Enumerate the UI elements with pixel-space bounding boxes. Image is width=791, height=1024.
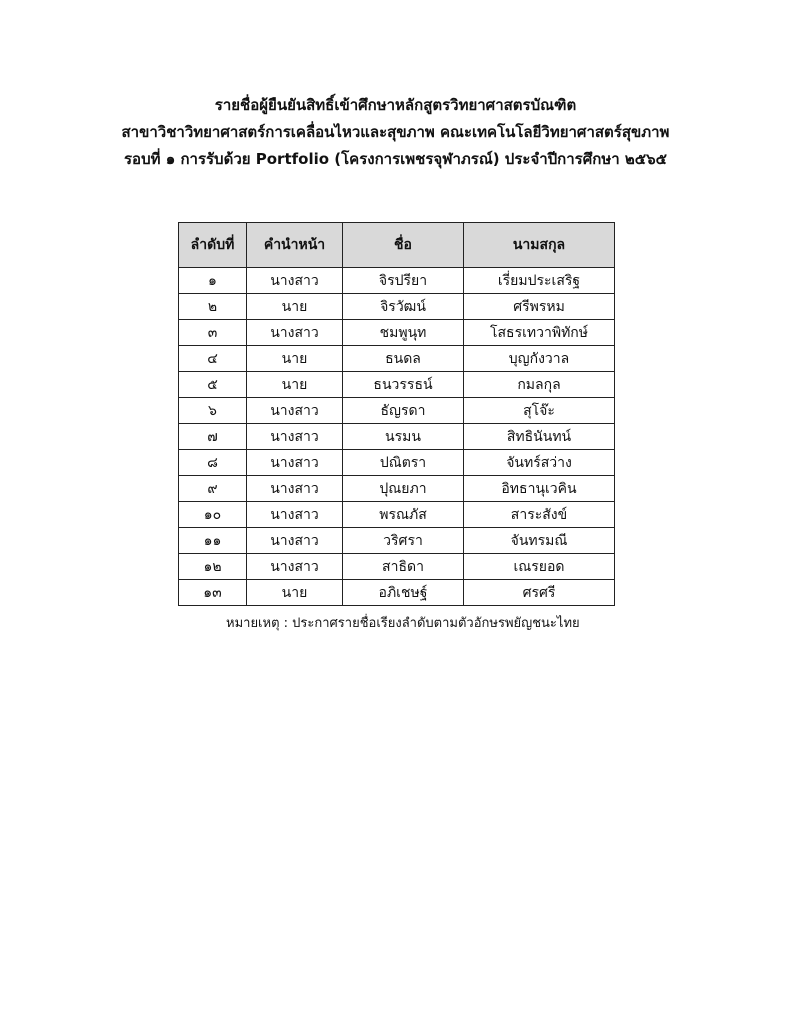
cell-first-name: ธนวรรธน์ — [343, 372, 464, 398]
cell-first-name: จิรวัฒน์ — [343, 294, 464, 320]
cell-last-name: กมลกุล — [464, 372, 615, 398]
title-line-1: รายชื่อผู้ยืนยันสิทธิ์เข้าศึกษาหลักสูตรวิทยาศาสตรบัณฑิต — [214, 96, 577, 114]
cell-last-name: บุญกังวาล — [464, 346, 615, 372]
cell-order: ๓ — [179, 320, 247, 346]
table-row — [179, 450, 615, 476]
cell-order: ๔ — [179, 346, 247, 372]
table-row — [179, 346, 615, 372]
title-line-3: รอบที่ ๑ การรับด้วย Portfolio (โครงการเพชรจุฬาภรณ์) ประจำปีการศึกษา ๒๕๖๕ — [124, 150, 667, 168]
cell-prefix: นางสาว — [247, 424, 343, 450]
table-row — [179, 268, 615, 294]
table-row — [179, 294, 615, 320]
cell-last-name: สุโจ๊ะ — [464, 398, 615, 424]
cell-prefix: นาย — [247, 580, 343, 606]
cell-first-name: อภิเชษฐ์ — [343, 580, 464, 606]
cell-order: ๖ — [179, 398, 247, 424]
table-header-row — [179, 223, 615, 268]
cell-first-name: ธัญรดา — [343, 398, 464, 424]
cell-prefix: นางสาว — [247, 398, 343, 424]
cell-first-name: พรณภัส — [343, 502, 464, 528]
header-order: ลำดับที่ — [179, 223, 247, 268]
cell-last-name: เรี่ยมประเสริฐ — [464, 268, 615, 294]
header-first-name: ชื่อ — [343, 223, 464, 268]
cell-order: ๑๒ — [179, 554, 247, 580]
cell-prefix: นางสาว — [247, 320, 343, 346]
cell-prefix: นางสาว — [247, 528, 343, 554]
cell-last-name: สิทธินันทน์ — [464, 424, 615, 450]
cell-order: ๑ — [179, 268, 247, 294]
footnote: หมายเหตุ : ประกาศรายชื่อเรียงลำดับตามตัวอักษรพยัญชนะไทย — [226, 616, 580, 631]
cell-prefix: นางสาว — [247, 502, 343, 528]
table-row — [179, 398, 615, 424]
cell-prefix: นางสาว — [247, 268, 343, 294]
cell-last-name: จันทรมณี — [464, 528, 615, 554]
table-row — [179, 476, 615, 502]
cell-first-name: ปณิตรา — [343, 450, 464, 476]
cell-prefix: นางสาว — [247, 554, 343, 580]
cell-prefix: นาย — [247, 372, 343, 398]
title-line-2: สาขาวิชาวิทยาศาสตร์การเคลื่อนไหวและสุขภาพ คณะเทคโนโลยีวิทยาศาสตร์สุขภาพ — [121, 123, 670, 141]
cell-prefix: นางสาว — [247, 476, 343, 502]
table-row — [179, 580, 615, 606]
confirmed-names-table — [178, 222, 615, 606]
cell-first-name: จิรปรียา — [343, 268, 464, 294]
cell-order: ๑๑ — [179, 528, 247, 554]
cell-first-name: สาธิดา — [343, 554, 464, 580]
header-prefix: คำนำหน้า — [247, 223, 343, 268]
cell-prefix: นาย — [247, 346, 343, 372]
table-row — [179, 528, 615, 554]
cell-order: ๗ — [179, 424, 247, 450]
table-row — [179, 502, 615, 528]
header-last-name: นามสกุล — [464, 223, 615, 268]
cell-first-name: นรมน — [343, 424, 464, 450]
table-row — [179, 320, 615, 346]
cell-prefix: นางสาว — [247, 450, 343, 476]
cell-prefix: นาย — [247, 294, 343, 320]
cell-order: ๑๓ — [179, 580, 247, 606]
cell-first-name: ปุณยภา — [343, 476, 464, 502]
table-row — [179, 372, 615, 398]
cell-order: ๘ — [179, 450, 247, 476]
cell-order: ๒ — [179, 294, 247, 320]
cell-last-name: ศรีพรหม — [464, 294, 615, 320]
cell-last-name: โสธรเทวาพิทักษ์ — [464, 320, 615, 346]
cell-first-name: ชมพูนุท — [343, 320, 464, 346]
cell-last-name: อิทธานุเวคิน — [464, 476, 615, 502]
cell-first-name: ธนดล — [343, 346, 464, 372]
cell-order: ๕ — [179, 372, 247, 398]
cell-last-name: เณรยอด — [464, 554, 615, 580]
document-title — [0, 92, 791, 173]
cell-last-name: จันทร์สว่าง — [464, 450, 615, 476]
cell-order: ๑๐ — [179, 502, 247, 528]
cell-order: ๙ — [179, 476, 247, 502]
cell-first-name: วริศรา — [343, 528, 464, 554]
table-row — [179, 554, 615, 580]
cell-last-name: สาระสังข์ — [464, 502, 615, 528]
cell-last-name: ศรศรี — [464, 580, 615, 606]
table-row — [179, 424, 615, 450]
